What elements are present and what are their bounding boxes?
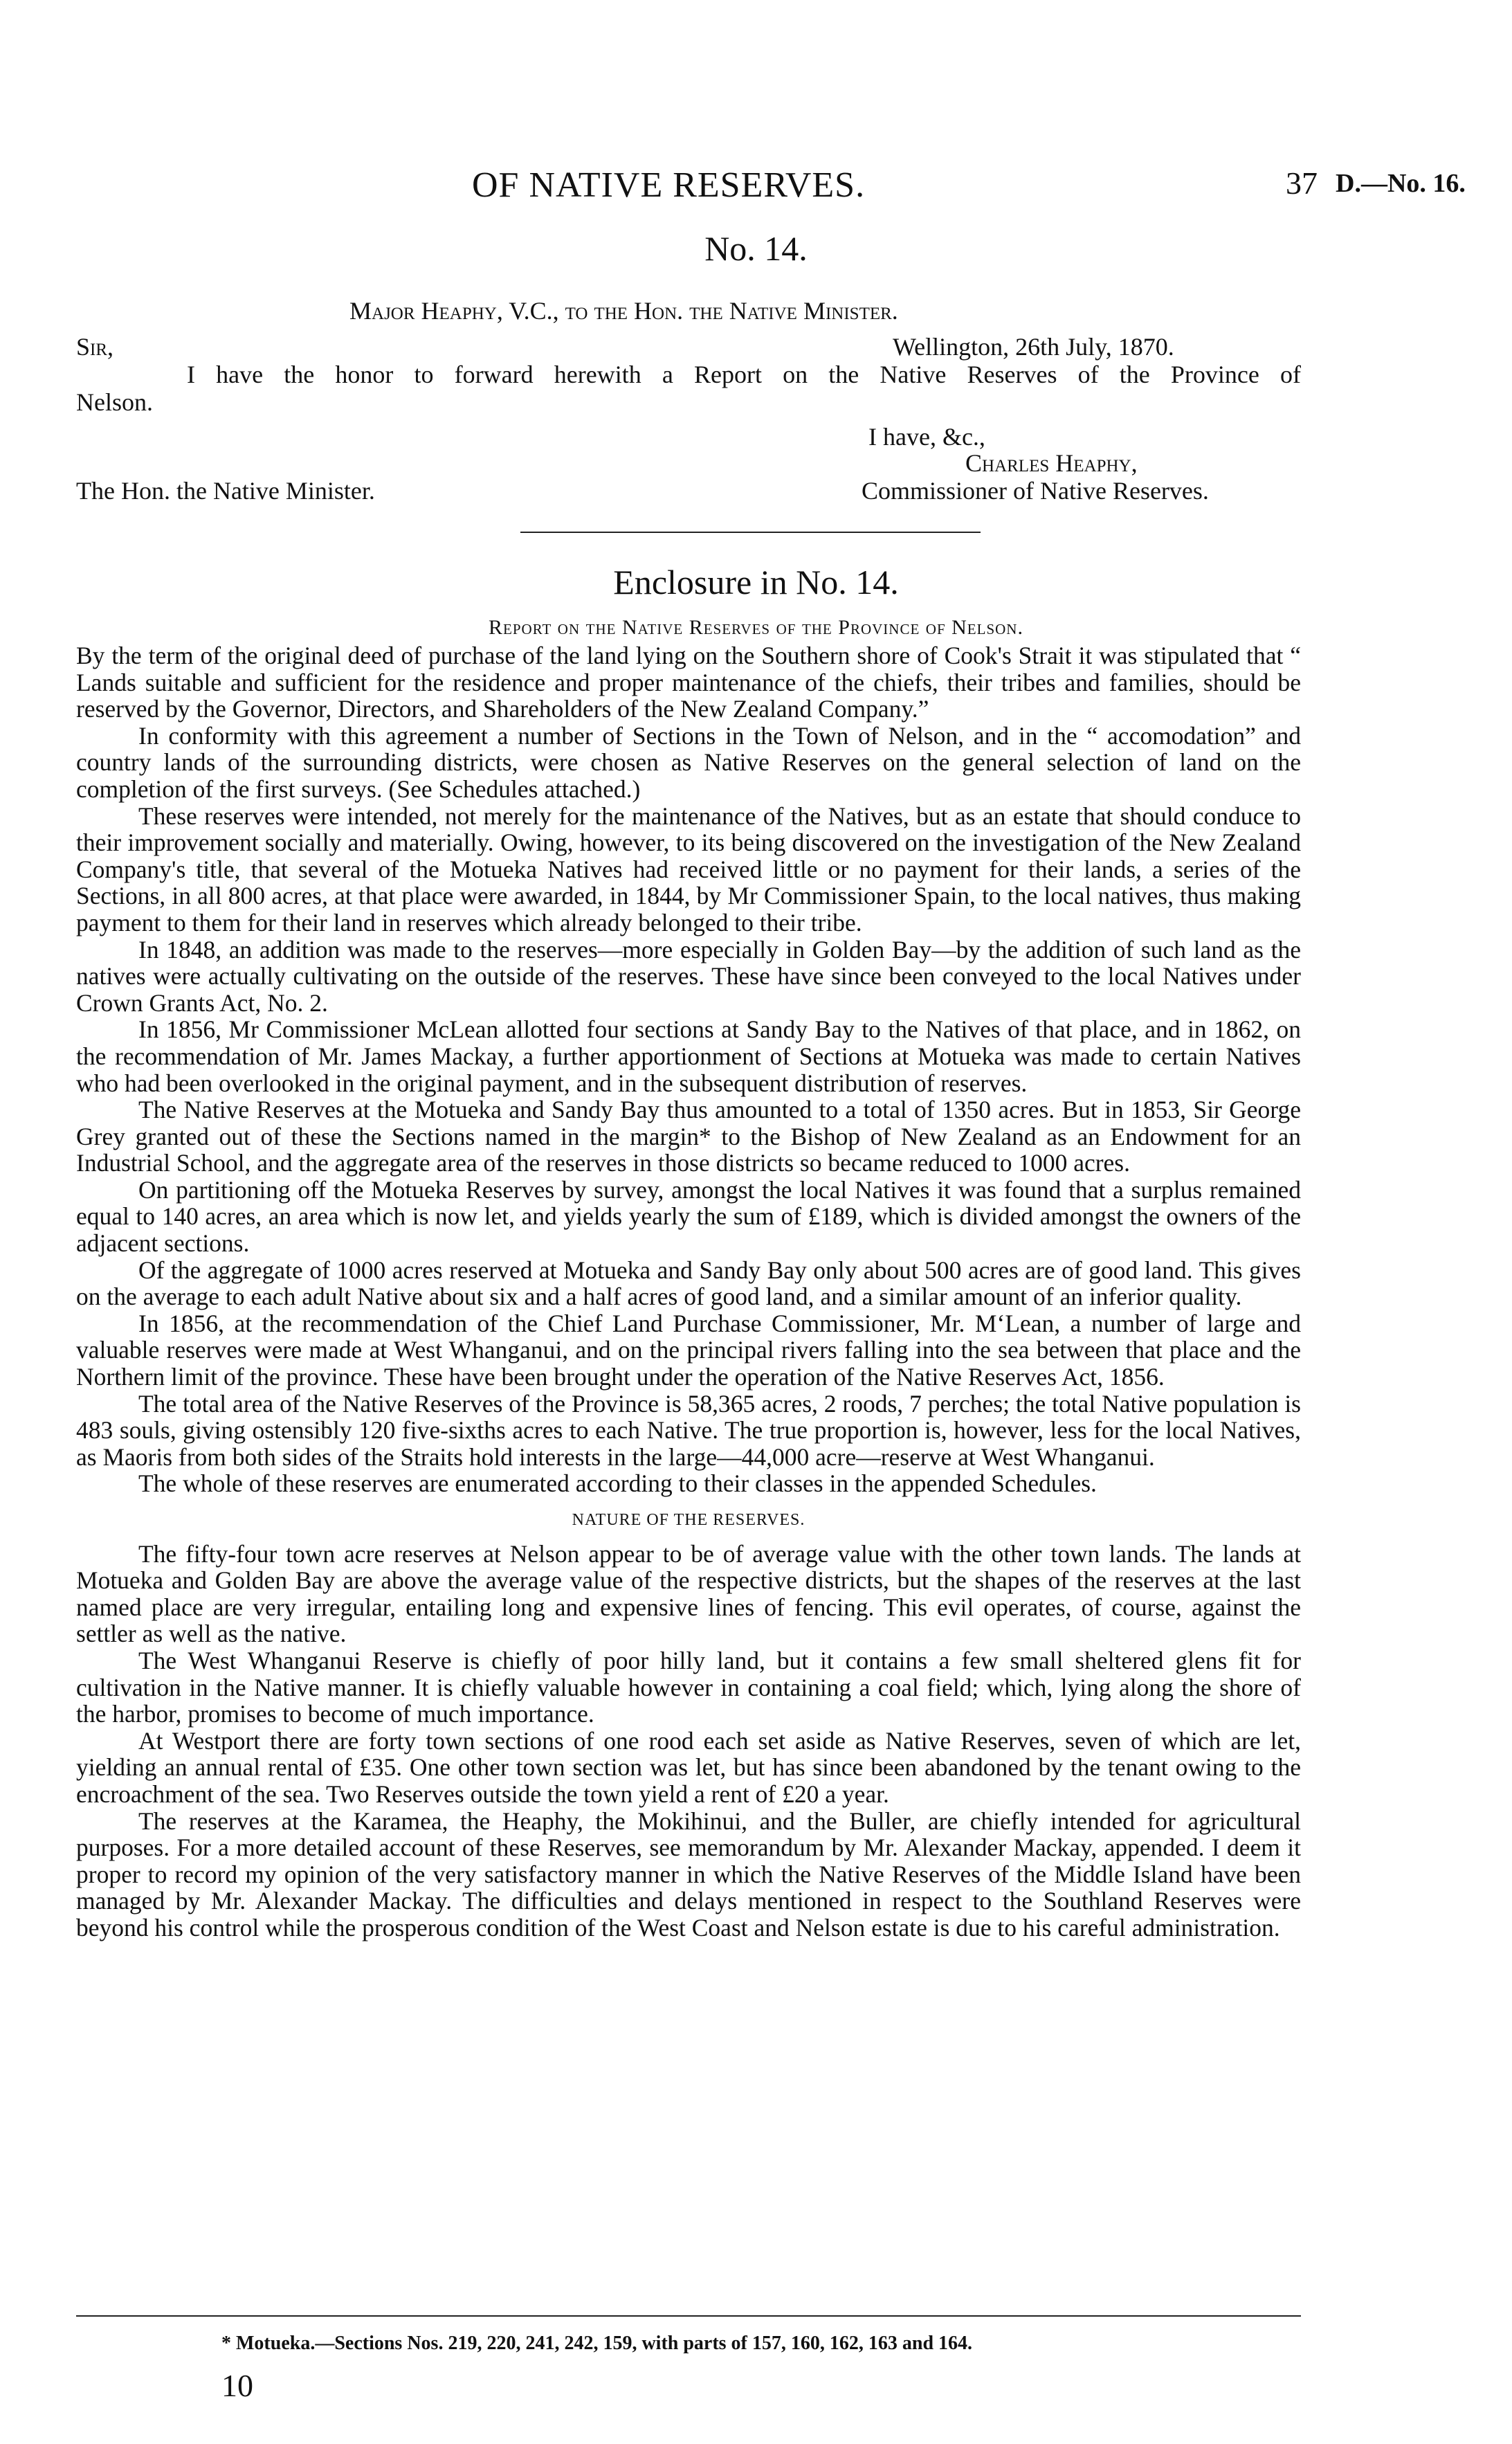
letter-salutation: Sir, (76, 333, 114, 361)
signature-title: Commissioner of Native Reserves. (862, 477, 1209, 505)
nature-paragraph: The reserves at the Karamea, the Heaphy, the Mokihinui, and the Buller, are chiefly intended for agricultural purposes. For a more detailed account of these Reserves, see memorandum by Mr. Alexander Mackay, appended. I deem it proper to record my opinion of the very satisfactory manner in which the Native Reserves of the Middle Island have been managed by Mr. Alexander Mackay. The difficulties and delays mentioned in respect to the Southland Reserves were beyond his control while the prosperous condition of the West Coast and Nelson estate is due to his careful administration. (76, 1807, 1301, 1941)
signature-mark: 10 (221, 2368, 253, 2403)
report-paragraph: The total area of the Native Reserves of the Province is 58,365 acres, 2 roods, 7 perches; the total Native population is 483 souls, giving ostensibly 120 five-sixths acres to each Native. The true proportion is, however, less for the local Natives, as Maoris from both sides of the Straits hold interests in the large—44,000 acre—reserve at West Whanganui. (76, 1389, 1301, 1471)
report-paragraph: Of the aggregate of 1000 acres reserved at Motueka and Sandy Bay only about 500 acres are of good land. This gives on the average to each adult Native about six and a half acres of good land, and a similar amount of an inferior quality. (76, 1256, 1301, 1311)
nature-paragraph: At Westport there are forty town sections of one rood each set aside as Native Reserves, seven of which are let, yielding an annual rental of £35. One other town section was let, but has since been abandoned by the tenant owing to the encroachment of the sea. Two Reserves outside the town yield a rent of £20 a year. (76, 1726, 1301, 1808)
letter-place-date: Wellington, 26th July, 1870. (893, 333, 1174, 361)
footnote-rule (76, 2315, 1301, 2317)
report-paragraph: By the term of the original deed of purchase of the land lying on the Southern shore of Cook's Strait it was stipulated that “ Lands suitable and sufficient for the residence and proper maintenance of the chiefs, their tribes and families, should be reserved by the Governor, Directors, and Shareholders of the New Zealand Company.” (76, 642, 1301, 723)
report-paragraph: On partitioning off the Motueka Reserves by survey, amongst the local Natives it was found that a surplus remained equal to 140 acres, an area which is now let, and yields yearly the sum of £189, which is divided amongst the owners of the adjacent sections. (76, 1175, 1301, 1258)
section-heading: NATURE OF THE RESERVES. (572, 1511, 805, 1529)
divider-rule (520, 532, 981, 533)
nature-paragraph: The fifty-four town acre reserves at Nelson appear to be of average value with the other town lands. The lands at Motueka and Golden Bay are above the average value of the respective districts, but the shapes of the reserves at the last named place are very irregular, entailing long and expensive lines of fencing. This evil operates, of course, against the settler as well as the native. (76, 1539, 1301, 1648)
report-paragraph: In 1856, Mr Commissioner McLean allotted four sections at Sandy Bay to the Natives of that place, and in 1862, on the recommendation of Mr. James Mackay, a further apportionment of Sections at Motueka was made to certain Natives who had been overlooked in the original payment, and in the subsequent distribution of reserves. (76, 1015, 1301, 1097)
running-header-title: OF NATIVE RESERVES. (472, 165, 866, 205)
report-paragraph: The whole of these reserves are enumerated according to their classes in the appended Schedules. (138, 1469, 1097, 1498)
letter-subject: Major Heaphy, V.C., to the Hon. the Native Minister. (349, 297, 898, 325)
enclosure-title: Enclosure in No. 14. (613, 563, 899, 601)
footnote: * Motueka.—Sections Nos. 219, 220, 241, 242, 159, with parts of 157, 160, 162, 163 and 164. (221, 2333, 973, 2354)
report-body (76, 642, 1301, 1941)
report-paragraph: These reserves were intended, not merely for the maintenance of the Natives, but as an estate that should conduce to their improvement socially and materially. Owing, however, to its being discovered on the investigation of the New Zealand Company's title, that several of the Motueka Natives had received little or no payment for their lands, a series of the Sections, in all 800 acres, at that place were awarded, in 1844, by Mr Commissioner Spain, to the local natives, thus making payment to them for their land in reserves which already belonged to their tribe. (76, 802, 1301, 936)
letter-closing: I have, &c., (868, 423, 985, 451)
letter-addressee: The Hon. the Native Minister. (76, 477, 375, 505)
letter-number: No. 14. (704, 229, 808, 268)
report-title: Report on the Native Reserves of the Province of Nelson. (489, 616, 1023, 639)
document-reference: D.—No. 16. (1336, 169, 1466, 198)
report-paragraph: In conformity with this agreement a number of Sections in the Town of Nelson, and in the “ accomodation” and country lands of the surrounding districts, were chosen as Native Reserves on the general selection of land on the completion of the first surveys. (See Schedules attached.) (76, 721, 1301, 803)
letter-body-line2: Nelson. (76, 388, 153, 416)
report-paragraph: The Native Reserves at the Motueka and Sandy Bay thus amounted to a total of 1350 acres. But in 1853, Sir George Grey granted out of these the Sections named in the margin* to the Bishop of New Zealand as an Endowment for an Industrial School, and the aggregate area of the reserves in those districts so became reduced to 1000 acres. (76, 1096, 1301, 1177)
report-paragraph: In 1848, an addition was made to the reserves—more especially in Golden Bay—by the addition of such land as the natives were actually cultivating on the outside of the reserves. These have since been conveyed to the local Natives under Crown Grants Act, No. 2. (76, 935, 1301, 1017)
page-number: 37 (1286, 165, 1318, 201)
report-paragraph: In 1856, at the recommendation of the Chief Land Purchase Commissioner, Mr. M‘Lean, a number of large and valuable reserves were made at West Whanganui, and on the principal rivers falling into the sea between that place and the Northern limit of the province. These have been brought under the operation of the Native Reserves Act, 1856. (76, 1309, 1301, 1391)
letter-body-line1: I have the honor to forward herewith a Report on the Native Reserves of the Province of (187, 361, 1301, 388)
nature-paragraph: The West Whanganui Reserve is chiefly of poor hilly land, but it contains a few small sheltered glens fit for cultivation in the Native manner. It is chiefly valuable however in containing a coal field; which, lying along the shore of the harbor, promises to become of much importance. (76, 1646, 1301, 1728)
signature-name: Charles Heaphy, (965, 449, 1138, 477)
